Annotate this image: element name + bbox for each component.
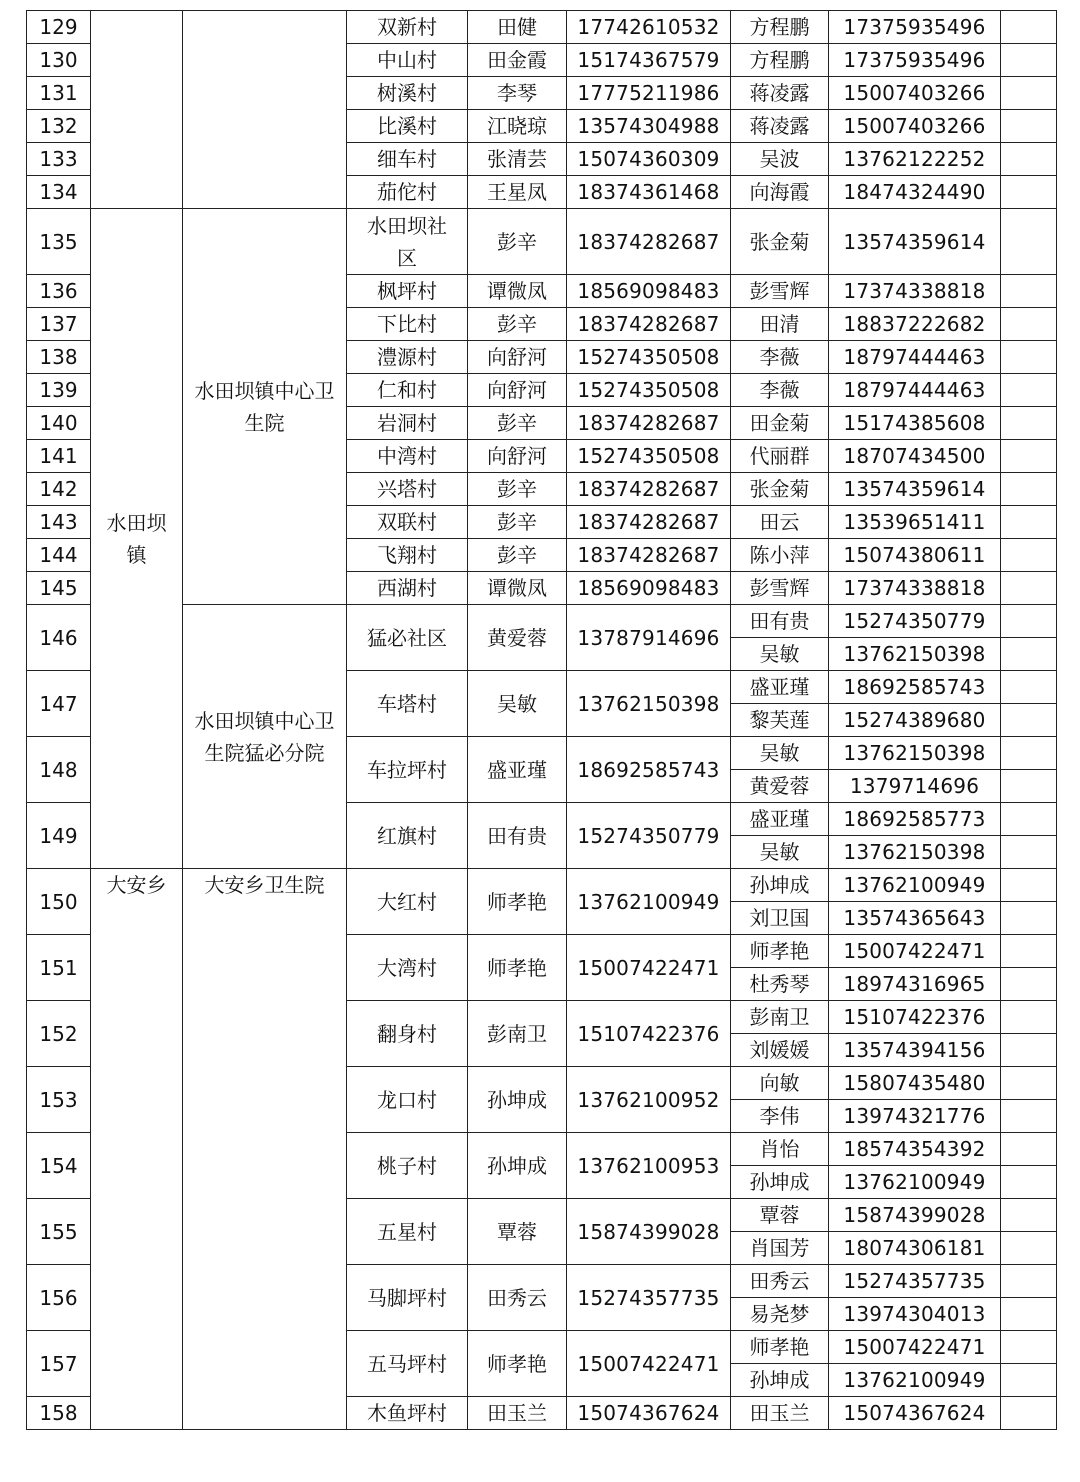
contact-name-cell: 吴敏 (731, 638, 829, 671)
row-number: 129 (27, 11, 91, 44)
village-cell: 马脚坪村 (347, 1265, 468, 1331)
contact-name-cell: 杜秀琴 (731, 968, 829, 1001)
doctor-phone-cell: 15274350508 (567, 341, 731, 374)
blank-cell (1001, 539, 1057, 572)
doctor-phone-cell: 17742610532 (567, 11, 731, 44)
village-cell: 岩洞村 (347, 407, 468, 440)
blank-cell (1001, 704, 1057, 737)
contact-phone-cell: 17375935496 (829, 44, 1001, 77)
village-cell: 木鱼坪村 (347, 1397, 468, 1430)
contact-phone-cell: 13574365643 (829, 902, 1001, 935)
row-number: 157 (27, 1331, 91, 1397)
contact-name-cell: 师孝艳 (731, 1331, 829, 1364)
contact-name-cell: 易尧梦 (731, 1298, 829, 1331)
blank-cell (1001, 1331, 1057, 1364)
doctor-name-cell: 向舒河 (468, 440, 567, 473)
doctor-phone-cell: 13762100952 (567, 1067, 731, 1133)
doctor-phone-cell: 18374282687 (567, 407, 731, 440)
contact-phone-cell: 15107422376 (829, 1001, 1001, 1034)
doctor-name-cell: 彭辛 (468, 506, 567, 539)
contact-phone-cell: 13762122252 (829, 143, 1001, 176)
village-cell: 澧源村 (347, 341, 468, 374)
row-number: 139 (27, 374, 91, 407)
contact-name-cell: 向敏 (731, 1067, 829, 1100)
contact-name-cell: 李伟 (731, 1100, 829, 1133)
doctor-name-cell: 孙坤成 (468, 1067, 567, 1133)
blank-cell (1001, 572, 1057, 605)
doctor-name-cell: 田秀云 (468, 1265, 567, 1331)
blank-cell (1001, 836, 1057, 869)
contact-name-cell: 孙坤成 (731, 1364, 829, 1397)
town-cell (91, 11, 183, 209)
contact-name-cell: 师孝艳 (731, 935, 829, 968)
doctor-phone-cell: 13762100953 (567, 1133, 731, 1199)
doctor-phone-cell: 15274350508 (567, 440, 731, 473)
doctor-phone-cell: 13574304988 (567, 110, 731, 143)
contact-phone-cell: 17374338818 (829, 275, 1001, 308)
contact-phone-cell: 18074306181 (829, 1232, 1001, 1265)
contact-name-cell: 田清 (731, 308, 829, 341)
town-cell: 大安乡 (91, 869, 183, 1430)
doctor-name-cell: 向舒河 (468, 341, 567, 374)
blank-cell (1001, 671, 1057, 704)
blank-cell (1001, 341, 1057, 374)
doctor-phone-cell: 15007422471 (567, 935, 731, 1001)
doctor-name-cell: 向舒河 (468, 374, 567, 407)
row-number: 140 (27, 407, 91, 440)
blank-cell (1001, 1265, 1057, 1298)
blank-cell (1001, 1133, 1057, 1166)
contact-phone-cell: 18574354392 (829, 1133, 1001, 1166)
contact-phone-cell: 13762150398 (829, 836, 1001, 869)
blank-cell (1001, 1364, 1057, 1397)
doctor-phone-cell: 15074367624 (567, 1397, 731, 1430)
contact-phone-cell: 1379714696 (829, 770, 1001, 803)
blank-cell (1001, 803, 1057, 836)
row-number: 154 (27, 1133, 91, 1199)
blank-cell (1001, 440, 1057, 473)
village-cell: 车拉坪村 (347, 737, 468, 803)
row-number: 146 (27, 605, 91, 671)
contact-phone-cell: 15274350779 (829, 605, 1001, 638)
doctor-phone-cell: 15874399028 (567, 1199, 731, 1265)
doctor-name-cell: 谭微凤 (468, 275, 567, 308)
village-cell: 猛必社区 (347, 605, 468, 671)
village-cell: 翻身村 (347, 1001, 468, 1067)
row-number: 156 (27, 1265, 91, 1331)
village-cell: 水田坝社区 (347, 209, 468, 275)
village-cell: 兴塔村 (347, 473, 468, 506)
row-number: 144 (27, 539, 91, 572)
blank-cell (1001, 1298, 1057, 1331)
contact-phone-cell: 13574394156 (829, 1034, 1001, 1067)
contact-phone-cell: 15007422471 (829, 935, 1001, 968)
table-body (27, 11, 1057, 1430)
blank-cell (1001, 308, 1057, 341)
contact-phone-cell: 13574359614 (829, 209, 1001, 275)
village-cell: 飞翔村 (347, 539, 468, 572)
contact-phone-cell: 15807435480 (829, 1067, 1001, 1100)
blank-cell (1001, 902, 1057, 935)
contact-name-cell: 张金菊 (731, 209, 829, 275)
row-number: 158 (27, 1397, 91, 1430)
contact-phone-cell: 18692585743 (829, 671, 1001, 704)
doctor-name-cell: 覃蓉 (468, 1199, 567, 1265)
doctor-name-cell: 田有贵 (468, 803, 567, 869)
contact-name-cell: 覃蓉 (731, 1199, 829, 1232)
village-cell: 中湾村 (347, 440, 468, 473)
contact-name-cell: 田有贵 (731, 605, 829, 638)
contact-phone-cell: 15074380611 (829, 539, 1001, 572)
doctor-phone-cell: 13762150398 (567, 671, 731, 737)
doctor-name-cell: 田金霞 (468, 44, 567, 77)
doctor-phone-cell: 18692585743 (567, 737, 731, 803)
contact-phone-cell: 18692585773 (829, 803, 1001, 836)
blank-cell (1001, 1199, 1057, 1232)
doctor-name-cell: 彭南卫 (468, 1001, 567, 1067)
blank-cell (1001, 11, 1057, 44)
doctor-name-cell: 彭辛 (468, 407, 567, 440)
row-number: 138 (27, 341, 91, 374)
contact-name-cell: 孙坤成 (731, 869, 829, 902)
doctor-name-cell: 王星凤 (468, 176, 567, 209)
blank-cell (1001, 110, 1057, 143)
contact-name-cell: 田云 (731, 506, 829, 539)
blank-cell (1001, 473, 1057, 506)
row-number: 132 (27, 110, 91, 143)
blank-cell (1001, 176, 1057, 209)
village-cell: 比溪村 (347, 110, 468, 143)
doctor-phone-cell: 18569098483 (567, 572, 731, 605)
hospital-cell (183, 11, 347, 209)
contact-phone-cell: 15274357735 (829, 1265, 1001, 1298)
doctor-phone-cell: 15007422471 (567, 1331, 731, 1397)
village-cell: 树溪村 (347, 77, 468, 110)
row-number: 151 (27, 935, 91, 1001)
contact-name-cell: 张金菊 (731, 473, 829, 506)
doctor-name-cell: 田健 (468, 11, 567, 44)
contact-phone-cell: 15174385608 (829, 407, 1001, 440)
row-number: 137 (27, 308, 91, 341)
doctor-name-cell: 彭辛 (468, 473, 567, 506)
village-cell: 红旗村 (347, 803, 468, 869)
contact-name-cell: 盛亚瑾 (731, 671, 829, 704)
row-number: 136 (27, 275, 91, 308)
doctor-name-cell: 张清芸 (468, 143, 567, 176)
doctor-name-cell: 孙坤成 (468, 1133, 567, 1199)
doctor-phone-cell: 15274357735 (567, 1265, 731, 1331)
blank-cell (1001, 968, 1057, 1001)
contact-name-cell: 彭南卫 (731, 1001, 829, 1034)
contact-phone-cell: 13762150398 (829, 638, 1001, 671)
contact-phone-cell: 13574359614 (829, 473, 1001, 506)
doctor-phone-cell: 18374282687 (567, 473, 731, 506)
contact-phone-cell: 18797444463 (829, 341, 1001, 374)
doctor-name-cell: 彭辛 (468, 209, 567, 275)
row-number: 145 (27, 572, 91, 605)
contact-phone-cell: 13974304013 (829, 1298, 1001, 1331)
doctor-phone-cell: 15074360309 (567, 143, 731, 176)
contact-name-cell: 孙坤成 (731, 1166, 829, 1199)
village-cell: 五星村 (347, 1199, 468, 1265)
doctor-name-cell: 盛亚瑾 (468, 737, 567, 803)
contact-phone-cell: 13762150398 (829, 737, 1001, 770)
blank-cell (1001, 737, 1057, 770)
blank-cell (1001, 77, 1057, 110)
contact-phone-cell: 13539651411 (829, 506, 1001, 539)
doctor-phone-cell: 17775211986 (567, 77, 731, 110)
row-number: 133 (27, 143, 91, 176)
village-cell: 仁和村 (347, 374, 468, 407)
blank-cell (1001, 143, 1057, 176)
village-cell: 车塔村 (347, 671, 468, 737)
village-cell: 双联村 (347, 506, 468, 539)
contact-name-cell: 肖怡 (731, 1133, 829, 1166)
contact-name-cell: 刘卫国 (731, 902, 829, 935)
row-number: 134 (27, 176, 91, 209)
village-cell: 大红村 (347, 869, 468, 935)
contact-name-cell: 盛亚瑾 (731, 803, 829, 836)
contact-name-cell: 吴敏 (731, 836, 829, 869)
contact-phone-cell: 18474324490 (829, 176, 1001, 209)
contact-table-page (26, 10, 1056, 1430)
doctor-name-cell: 黄爱蓉 (468, 605, 567, 671)
village-cell: 五马坪村 (347, 1331, 468, 1397)
blank-cell (1001, 44, 1057, 77)
row-number: 147 (27, 671, 91, 737)
blank-cell (1001, 506, 1057, 539)
table-row (27, 11, 1057, 44)
blank-cell (1001, 1397, 1057, 1430)
contact-name-cell: 田秀云 (731, 1265, 829, 1298)
contact-name-cell: 彭雪辉 (731, 572, 829, 605)
blank-cell (1001, 1001, 1057, 1034)
hospital-cell: 大安乡卫生院 (183, 869, 347, 1430)
contact-name-cell: 田玉兰 (731, 1397, 829, 1430)
blank-cell (1001, 935, 1057, 968)
doctor-phone-cell: 15174367579 (567, 44, 731, 77)
blank-cell (1001, 770, 1057, 803)
blank-cell (1001, 1034, 1057, 1067)
blank-cell (1001, 275, 1057, 308)
village-cell: 大湾村 (347, 935, 468, 1001)
contact-phone-cell: 13762100949 (829, 1364, 1001, 1397)
doctor-name-cell: 李琴 (468, 77, 567, 110)
row-number: 152 (27, 1001, 91, 1067)
doctor-name-cell: 江晓琼 (468, 110, 567, 143)
row-number: 130 (27, 44, 91, 77)
hospital-cell: 水田坝镇中心卫生院猛必分院 (183, 605, 347, 869)
contact-name-cell: 肖国芳 (731, 1232, 829, 1265)
contact-name-cell: 吴波 (731, 143, 829, 176)
doctor-name-cell: 谭微凤 (468, 572, 567, 605)
blank-cell (1001, 374, 1057, 407)
doctor-phone-cell: 18374282687 (567, 506, 731, 539)
contact-phone-cell: 13762100949 (829, 869, 1001, 902)
doctor-name-cell: 师孝艳 (468, 935, 567, 1001)
blank-cell (1001, 869, 1057, 902)
blank-cell (1001, 638, 1057, 671)
contact-phone-cell: 18707434500 (829, 440, 1001, 473)
row-number: 155 (27, 1199, 91, 1265)
town-cell: 水田坝镇 (91, 209, 183, 869)
contact-name-cell: 彭雪辉 (731, 275, 829, 308)
contact-phone-cell: 13974321776 (829, 1100, 1001, 1133)
village-cell: 枫坪村 (347, 275, 468, 308)
row-number: 149 (27, 803, 91, 869)
row-number: 143 (27, 506, 91, 539)
contact-name-cell: 代丽群 (731, 440, 829, 473)
contact-phone-cell: 17375935496 (829, 11, 1001, 44)
doctor-name-cell: 师孝艳 (468, 869, 567, 935)
doctor-phone-cell: 18374282687 (567, 539, 731, 572)
contact-name-cell: 黄爱蓉 (731, 770, 829, 803)
doctor-phone-cell: 13787914696 (567, 605, 731, 671)
contact-name-cell: 方程鹏 (731, 11, 829, 44)
row-number: 153 (27, 1067, 91, 1133)
contact-table (26, 10, 1057, 1430)
village-cell: 茄佗村 (347, 176, 468, 209)
hospital-cell: 水田坝镇中心卫生院 (183, 209, 347, 605)
doctor-phone-cell: 18374282687 (567, 308, 731, 341)
contact-name-cell: 方程鹏 (731, 44, 829, 77)
doctor-name-cell: 师孝艳 (468, 1331, 567, 1397)
row-number: 135 (27, 209, 91, 275)
contact-name-cell: 吴敏 (731, 737, 829, 770)
contact-phone-cell: 18797444463 (829, 374, 1001, 407)
contact-name-cell: 陈小萍 (731, 539, 829, 572)
blank-cell (1001, 1166, 1057, 1199)
contact-phone-cell: 15274389680 (829, 704, 1001, 737)
blank-cell (1001, 1067, 1057, 1100)
blank-cell (1001, 209, 1057, 275)
contact-name-cell: 李薇 (731, 374, 829, 407)
contact-phone-cell: 15074367624 (829, 1397, 1001, 1430)
village-cell: 中山村 (347, 44, 468, 77)
village-cell: 西湖村 (347, 572, 468, 605)
blank-cell (1001, 1232, 1057, 1265)
village-cell: 桃子村 (347, 1133, 468, 1199)
table-row (27, 209, 1057, 275)
doctor-name-cell: 彭辛 (468, 539, 567, 572)
contact-phone-cell: 15874399028 (829, 1199, 1001, 1232)
row-number: 150 (27, 869, 91, 935)
doctor-phone-cell: 18569098483 (567, 275, 731, 308)
village-cell: 双新村 (347, 11, 468, 44)
contact-phone-cell: 13762100949 (829, 1166, 1001, 1199)
blank-cell (1001, 605, 1057, 638)
doctor-phone-cell: 13762100949 (567, 869, 731, 935)
contact-name-cell: 向海霞 (731, 176, 829, 209)
row-number: 148 (27, 737, 91, 803)
doctor-name-cell: 吴敏 (468, 671, 567, 737)
doctor-phone-cell: 15274350508 (567, 374, 731, 407)
table-row (27, 869, 1057, 902)
contact-phone-cell: 15007403266 (829, 77, 1001, 110)
village-cell: 龙口村 (347, 1067, 468, 1133)
doctor-phone-cell: 15274350779 (567, 803, 731, 869)
contact-phone-cell: 18974316965 (829, 968, 1001, 1001)
contact-phone-cell: 18837222682 (829, 308, 1001, 341)
contact-name-cell: 黎芙莲 (731, 704, 829, 737)
doctor-phone-cell: 18374361468 (567, 176, 731, 209)
doctor-name-cell: 彭辛 (468, 308, 567, 341)
contact-name-cell: 李薇 (731, 341, 829, 374)
row-number: 131 (27, 77, 91, 110)
blank-cell (1001, 407, 1057, 440)
contact-name-cell: 蒋凌露 (731, 77, 829, 110)
blank-cell (1001, 1100, 1057, 1133)
contact-name-cell: 刘媛媛 (731, 1034, 829, 1067)
village-cell: 下比村 (347, 308, 468, 341)
doctor-name-cell: 田玉兰 (468, 1397, 567, 1430)
contact-phone-cell: 15007403266 (829, 110, 1001, 143)
contact-phone-cell: 17374338818 (829, 572, 1001, 605)
doctor-phone-cell: 15107422376 (567, 1001, 731, 1067)
row-number: 142 (27, 473, 91, 506)
contact-name-cell: 蒋凌露 (731, 110, 829, 143)
contact-name-cell: 田金菊 (731, 407, 829, 440)
contact-phone-cell: 15007422471 (829, 1331, 1001, 1364)
row-number: 141 (27, 440, 91, 473)
doctor-phone-cell: 18374282687 (567, 209, 731, 275)
village-cell: 细车村 (347, 143, 468, 176)
